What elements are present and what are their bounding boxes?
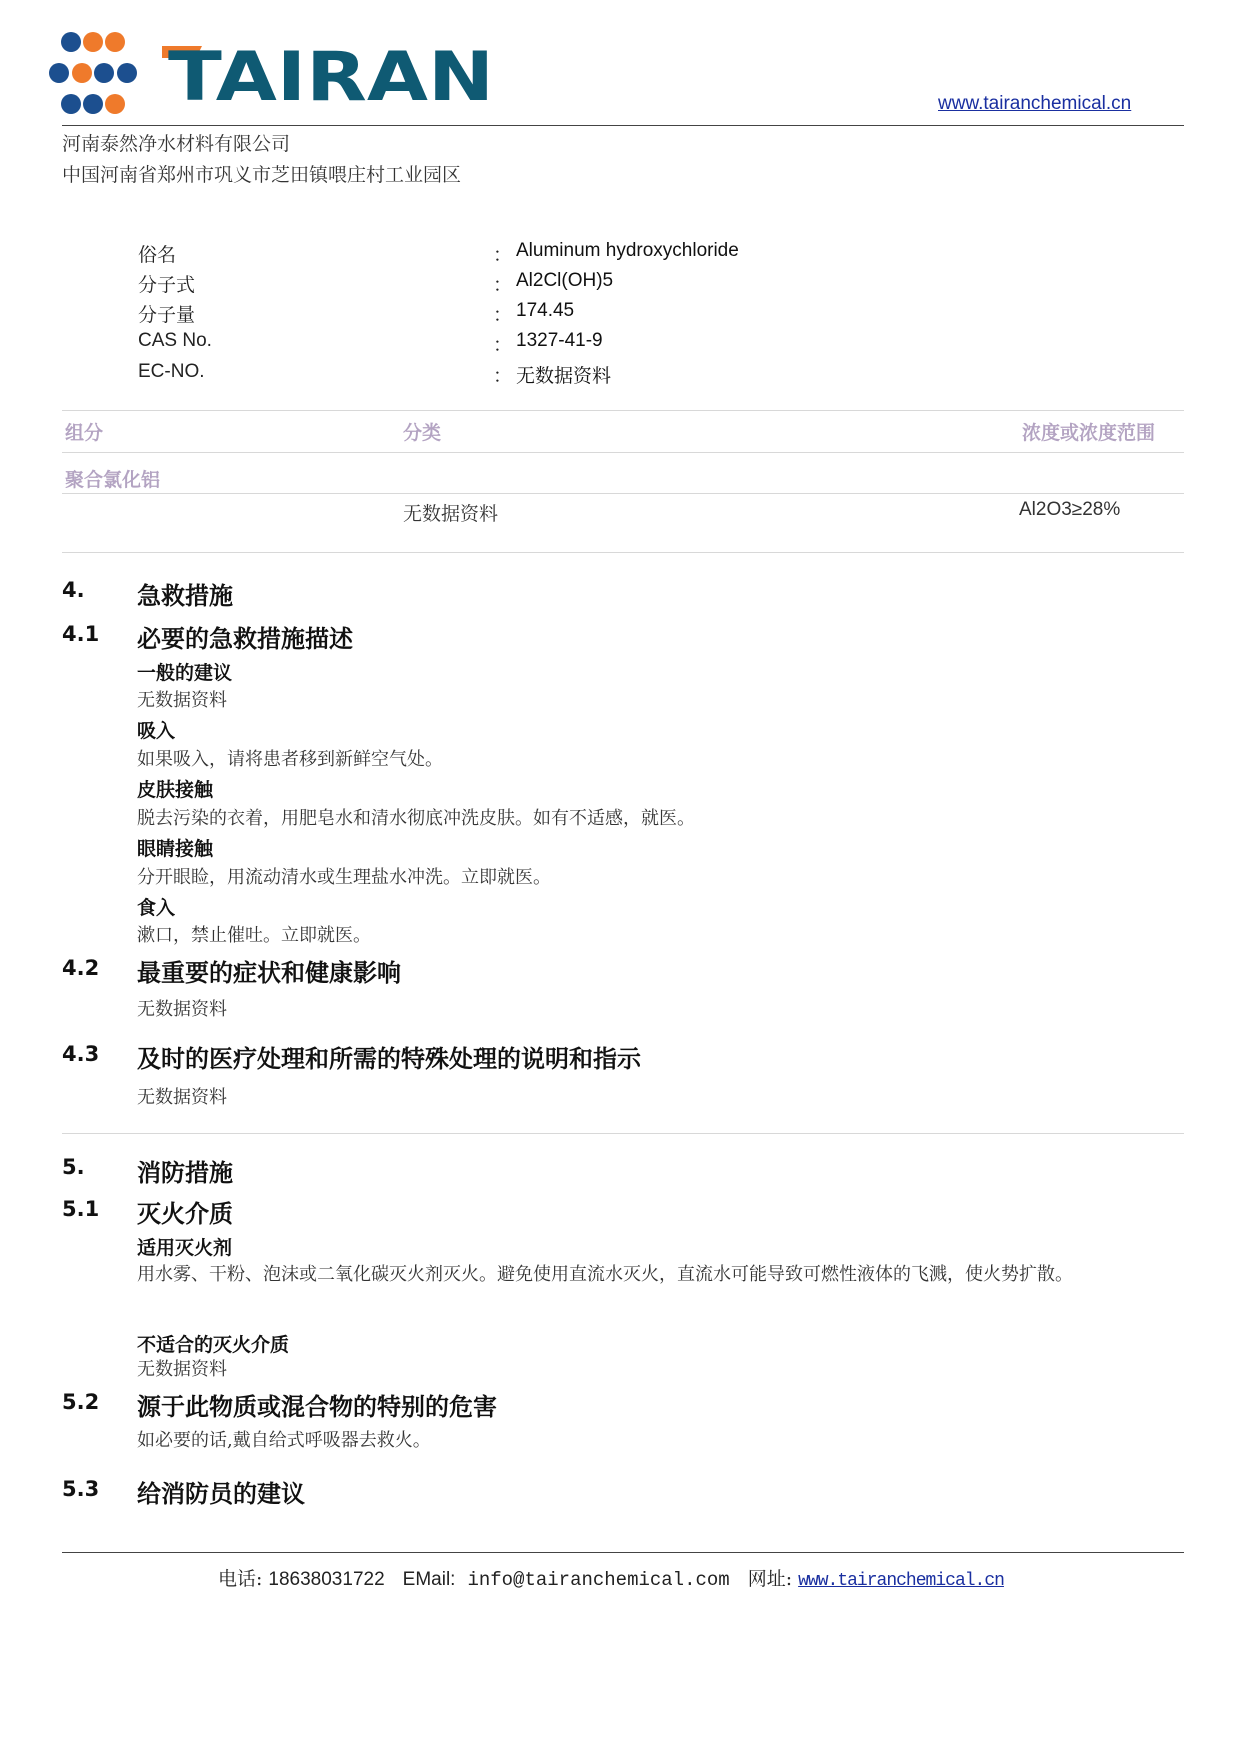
- footer-phone: 18638031722: [268, 1569, 385, 1590]
- footer-web-link[interactable]: www.tairanchemical.cn: [798, 1571, 1004, 1591]
- subsection-title: 灭火介质: [137, 1200, 233, 1228]
- footer-divider: [62, 1552, 1184, 1553]
- item-heading: 不适合的灭火介质: [137, 1334, 290, 1356]
- section-title: 急救措施: [137, 582, 233, 610]
- id-value: Aluminum hydroxychloride: [516, 240, 739, 261]
- company-address: 中国河南省郑州市巩义市芝田镇喂庄村工业园区: [62, 164, 462, 186]
- item-heading: 一般的建议: [137, 662, 233, 684]
- item-heading: 吸入: [137, 720, 176, 742]
- company-name: 河南泰然净水材料有限公司: [62, 133, 291, 155]
- footer-email[interactable]: info@tairanchemical.com: [467, 1569, 730, 1591]
- id-value: Al2Cl(OH)5: [516, 270, 614, 291]
- id-colon: ：: [493, 334, 513, 356]
- table-border: [62, 452, 1184, 453]
- th-concentration: 浓度或浓度范围: [1022, 422, 1156, 444]
- table-border: [62, 552, 1184, 553]
- subsection-title: 必要的急救措施描述: [137, 625, 353, 653]
- header-divider: [62, 125, 1184, 126]
- section-title: 消防措施: [137, 1159, 233, 1187]
- id-colon: ：: [493, 244, 513, 266]
- id-label: 俗名: [138, 244, 177, 266]
- section-number: 5.: [62, 1155, 85, 1179]
- subsection-number: 5.3: [62, 1477, 100, 1501]
- section-divider: [62, 1133, 1184, 1134]
- subsection-title: 给消防员的建议: [137, 1480, 305, 1508]
- id-label: EC-NO.: [138, 361, 205, 382]
- item-text: 用水雾、干粉、泡沫或二氧化碳灭火剂灭火。避免使用直流水灭火，直流水可能导致可燃性液体的飞溅，使火势扩散。: [137, 1264, 1073, 1285]
- subsection-title: 及时的医疗处理和所需的特殊处理的说明和指示: [137, 1045, 641, 1073]
- table-border: [62, 410, 1184, 411]
- logo-mark: [48, 32, 138, 114]
- logo-wordmark: [162, 38, 498, 106]
- subsection-number: 4.1: [62, 622, 100, 646]
- item-heading: 适用灭火剂: [137, 1237, 233, 1259]
- component-name: 聚合氯化铝: [65, 469, 161, 491]
- subsection-number: 4.2: [62, 956, 100, 980]
- classification-value: 无数据资料: [403, 503, 499, 525]
- footer-phone-label: 电话:: [218, 1568, 263, 1590]
- subsection-text: 无数据资料: [137, 1087, 227, 1108]
- subsection-text: 如必要的话,戴自给式呼吸器去救火。: [137, 1430, 431, 1451]
- id-label: 分子式: [138, 274, 196, 296]
- concentration-value: Al2O3≥28%: [1019, 499, 1121, 520]
- subsection-number: 4.3: [62, 1042, 100, 1066]
- item-heading: 眼睛接触: [137, 838, 214, 860]
- id-label: CAS No.: [138, 330, 212, 351]
- id-colon: ：: [493, 304, 513, 326]
- subsection-number: 5.2: [62, 1390, 100, 1414]
- id-value: 无数据资料: [516, 365, 612, 387]
- footer-email-label: EMail:: [402, 1569, 456, 1590]
- item-text: 分开眼睑，用流动清水或生理盐水冲洗。立即就医。: [137, 867, 551, 888]
- footer-web-label: 网址:: [747, 1568, 793, 1590]
- item-text: 无数据资料: [137, 1359, 227, 1380]
- item-text: 无数据资料: [137, 690, 227, 711]
- id-colon: ：: [493, 274, 513, 296]
- id-value: 1327-41-9: [516, 330, 603, 351]
- footer: [218, 1564, 1004, 1591]
- id-value: 174.45: [516, 300, 575, 321]
- item-text: 漱口，禁止催吐。立即就医。: [137, 925, 371, 946]
- id-colon: ：: [493, 365, 513, 387]
- item-text: 脱去污染的衣着，用肥皂水和清水彻底冲洗皮肤。如有不适感，就医。: [137, 808, 695, 829]
- id-label: 分子量: [138, 304, 196, 326]
- table-border: [62, 493, 1184, 494]
- subsection-title: 最重要的症状和健康影响: [137, 959, 401, 987]
- section-number: 4.: [62, 578, 85, 602]
- th-component: 组分: [65, 422, 104, 444]
- item-text: 如果吸入，请将患者移到新鲜空气处。: [137, 749, 443, 770]
- th-classification: 分类: [403, 422, 442, 444]
- subsection-number: 5.1: [62, 1197, 100, 1221]
- subsection-text: 无数据资料: [137, 999, 227, 1020]
- header-website-link[interactable]: www.tairanchemical.cn: [938, 93, 1132, 114]
- logo-wordmark-text: TAIRAN: [168, 38, 494, 106]
- item-heading: 皮肤接触: [137, 779, 214, 801]
- item-heading: 食入: [137, 897, 176, 919]
- subsection-title: 源于此物质或混合物的特别的危害: [137, 1393, 497, 1421]
